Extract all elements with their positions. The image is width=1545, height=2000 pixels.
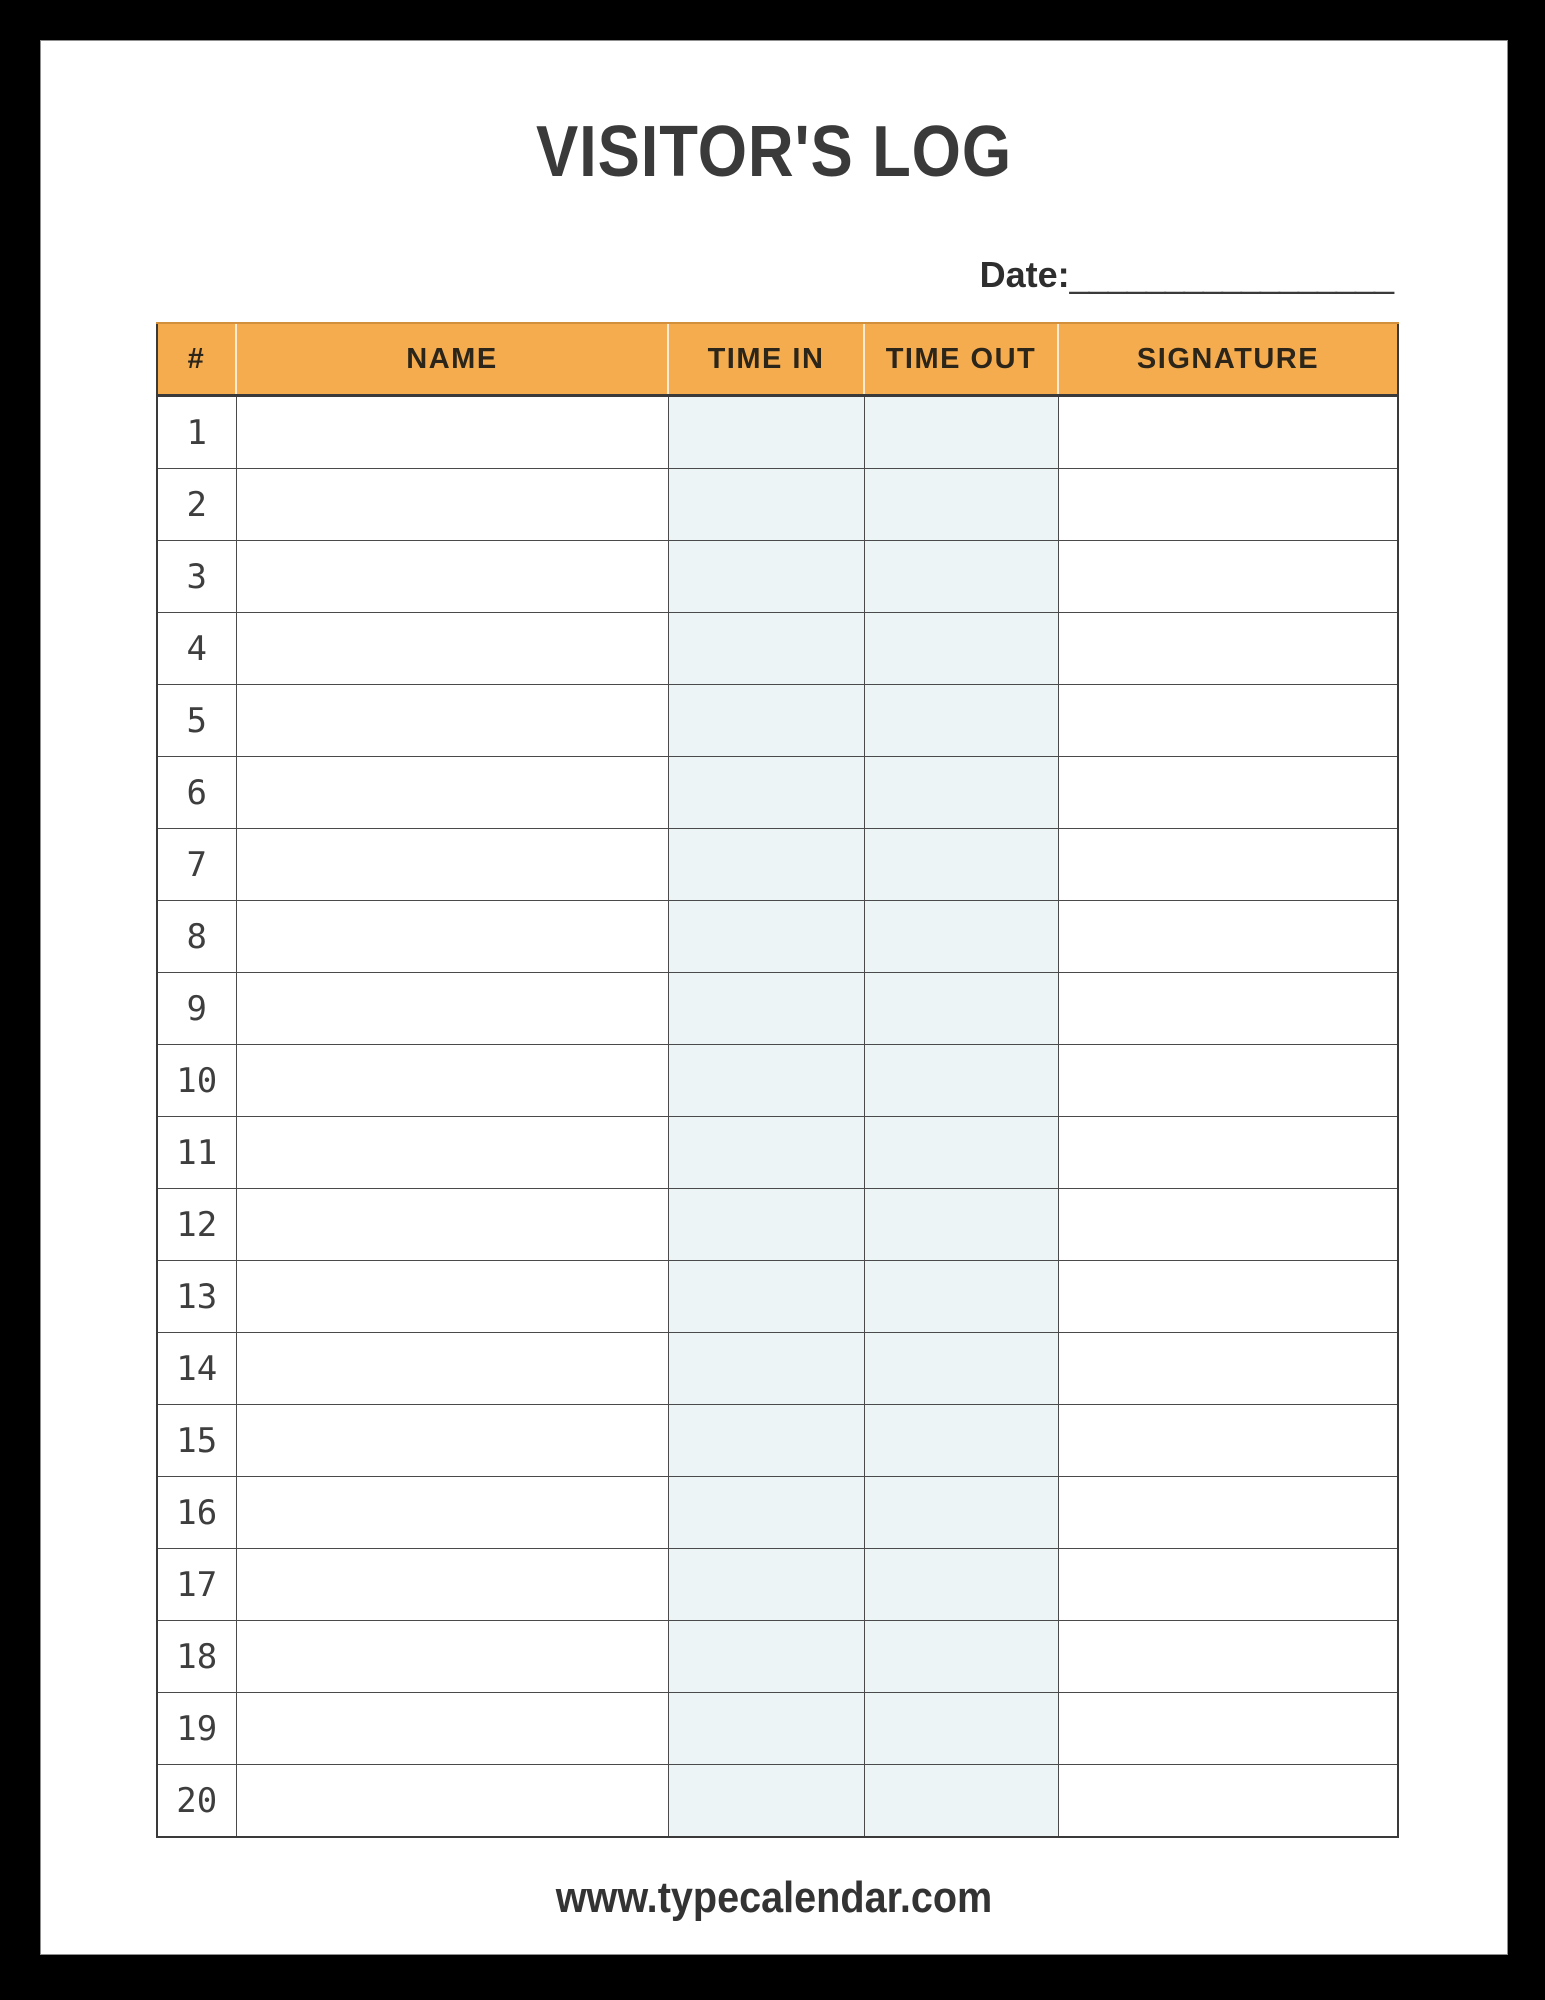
time-out-cell[interactable] [864, 901, 1058, 973]
time-in-cell[interactable] [668, 829, 864, 901]
name-cell[interactable] [236, 541, 668, 613]
signature-cell[interactable] [1058, 469, 1398, 541]
header-cell-number: # [157, 323, 236, 396]
header-cell-name: NAME [236, 323, 668, 396]
table-body [157, 396, 1398, 1838]
time-out-cell[interactable] [864, 1693, 1058, 1765]
table-header-row [157, 323, 1398, 396]
table-row [157, 613, 1398, 685]
table-row [157, 1693, 1398, 1765]
visitor-table [156, 322, 1399, 1838]
table-row [157, 1405, 1398, 1477]
row-number: 6 [157, 757, 236, 829]
table-row [157, 973, 1398, 1045]
time-in-cell[interactable] [668, 1189, 864, 1261]
time-in-cell[interactable] [668, 1333, 864, 1405]
table-row [157, 1117, 1398, 1189]
time-out-cell[interactable] [864, 1765, 1058, 1838]
time-out-cell[interactable] [864, 829, 1058, 901]
row-number: 8 [157, 901, 236, 973]
name-cell[interactable] [236, 613, 668, 685]
signature-cell[interactable] [1058, 829, 1398, 901]
signature-cell[interactable] [1058, 1693, 1398, 1765]
time-out-cell[interactable] [864, 685, 1058, 757]
date-row [980, 253, 1393, 296]
signature-cell[interactable] [1058, 757, 1398, 829]
time-out-cell[interactable] [864, 757, 1058, 829]
row-number: 13 [157, 1261, 236, 1333]
row-number: 9 [157, 973, 236, 1045]
row-number: 5 [157, 685, 236, 757]
name-cell[interactable] [236, 1261, 668, 1333]
time-in-cell[interactable] [668, 1117, 864, 1189]
name-cell[interactable] [236, 901, 668, 973]
time-out-cell[interactable] [864, 1333, 1058, 1405]
name-cell[interactable] [236, 1189, 668, 1261]
name-cell[interactable] [236, 396, 668, 469]
row-number: 18 [157, 1621, 236, 1693]
signature-cell[interactable] [1058, 1117, 1398, 1189]
table-row [157, 1261, 1398, 1333]
name-cell[interactable] [236, 973, 668, 1045]
name-cell[interactable] [236, 469, 668, 541]
row-number: 19 [157, 1693, 236, 1765]
time-out-cell[interactable] [864, 1621, 1058, 1693]
name-cell[interactable] [236, 685, 668, 757]
signature-cell[interactable] [1058, 1621, 1398, 1693]
table-row [157, 901, 1398, 973]
table-row [157, 1333, 1398, 1405]
header-cell-time-in: TIME IN [668, 323, 864, 396]
table-row [157, 396, 1398, 469]
name-cell[interactable] [236, 1621, 668, 1693]
signature-cell[interactable] [1058, 685, 1398, 757]
signature-cell[interactable] [1058, 1189, 1398, 1261]
header-cell-time-out: TIME OUT [864, 323, 1058, 396]
table-row [157, 829, 1398, 901]
time-out-cell[interactable] [864, 469, 1058, 541]
date-label: Date: [979, 254, 1070, 295]
table-row [157, 541, 1398, 613]
name-cell[interactable] [236, 1405, 668, 1477]
name-cell[interactable] [236, 757, 668, 829]
time-out-cell[interactable] [864, 613, 1058, 685]
time-in-cell[interactable] [668, 1405, 864, 1477]
row-number: 16 [157, 1477, 236, 1549]
time-in-cell[interactable] [668, 1693, 864, 1765]
time-in-cell[interactable] [668, 973, 864, 1045]
name-cell[interactable] [236, 1333, 668, 1405]
time-in-cell[interactable] [668, 685, 864, 757]
table-row [157, 1549, 1398, 1621]
page-title: VISITOR'S LOG [536, 112, 1012, 192]
signature-cell[interactable] [1058, 1045, 1398, 1117]
row-number: 2 [157, 469, 236, 541]
time-in-cell[interactable] [668, 757, 864, 829]
time-in-cell[interactable] [668, 901, 864, 973]
page [40, 40, 1508, 1955]
row-number: 1 [157, 396, 236, 469]
row-number: 7 [157, 829, 236, 901]
name-cell[interactable] [236, 1045, 668, 1117]
time-out-cell[interactable] [864, 973, 1058, 1045]
signature-cell[interactable] [1058, 1477, 1398, 1549]
row-number: 11 [157, 1117, 236, 1189]
time-out-cell[interactable] [864, 1261, 1058, 1333]
time-out-cell[interactable] [864, 1477, 1058, 1549]
signature-cell[interactable] [1058, 1549, 1398, 1621]
signature-cell[interactable] [1058, 1261, 1398, 1333]
name-cell[interactable] [236, 1117, 668, 1189]
name-cell[interactable] [236, 1549, 668, 1621]
name-cell[interactable] [236, 1765, 668, 1838]
time-out-cell[interactable] [864, 1405, 1058, 1477]
table-row [157, 469, 1398, 541]
name-cell[interactable] [236, 1477, 668, 1549]
footer-url: www.typecalendar.com [555, 1873, 993, 1922]
time-in-cell[interactable] [668, 1765, 864, 1838]
table-row [157, 1045, 1398, 1117]
signature-cell[interactable] [1058, 901, 1398, 973]
row-number: 15 [157, 1405, 236, 1477]
signature-cell[interactable] [1058, 1333, 1398, 1405]
signature-cell[interactable] [1058, 613, 1398, 685]
time-in-cell[interactable] [668, 1261, 864, 1333]
table-row [157, 757, 1398, 829]
time-out-cell[interactable] [864, 1549, 1058, 1621]
time-in-cell[interactable] [668, 1045, 864, 1117]
name-cell[interactable] [236, 1693, 668, 1765]
name-cell[interactable] [236, 829, 668, 901]
time-in-cell[interactable] [668, 469, 864, 541]
row-number: 12 [157, 1189, 236, 1261]
time-out-cell[interactable] [864, 1189, 1058, 1261]
time-out-cell[interactable] [864, 1117, 1058, 1189]
table-row [157, 1621, 1398, 1693]
time-out-cell[interactable] [864, 1045, 1058, 1117]
header-cell-signature: SIGNATURE [1058, 323, 1398, 396]
table-row [157, 685, 1398, 757]
signature-cell[interactable] [1058, 396, 1398, 469]
time-out-cell[interactable] [864, 396, 1058, 469]
row-number: 10 [157, 1045, 236, 1117]
time-in-cell[interactable] [668, 1549, 864, 1621]
time-out-cell[interactable] [864, 541, 1058, 613]
date-blank-line[interactable]: _________________ [1069, 254, 1393, 295]
time-in-cell[interactable] [668, 1621, 864, 1693]
row-number: 4 [157, 613, 236, 685]
time-in-cell[interactable] [668, 541, 864, 613]
signature-cell[interactable] [1058, 541, 1398, 613]
row-number: 3 [157, 541, 236, 613]
time-in-cell[interactable] [668, 613, 864, 685]
row-number: 20 [157, 1765, 236, 1838]
signature-cell[interactable] [1058, 973, 1398, 1045]
time-in-cell[interactable] [668, 396, 864, 469]
signature-cell[interactable] [1058, 1405, 1398, 1477]
row-number: 17 [157, 1549, 236, 1621]
time-in-cell[interactable] [668, 1477, 864, 1549]
table-row [157, 1189, 1398, 1261]
signature-cell[interactable] [1058, 1765, 1398, 1838]
table-row [157, 1765, 1398, 1838]
row-number: 14 [157, 1333, 236, 1405]
table-row [157, 1477, 1398, 1549]
